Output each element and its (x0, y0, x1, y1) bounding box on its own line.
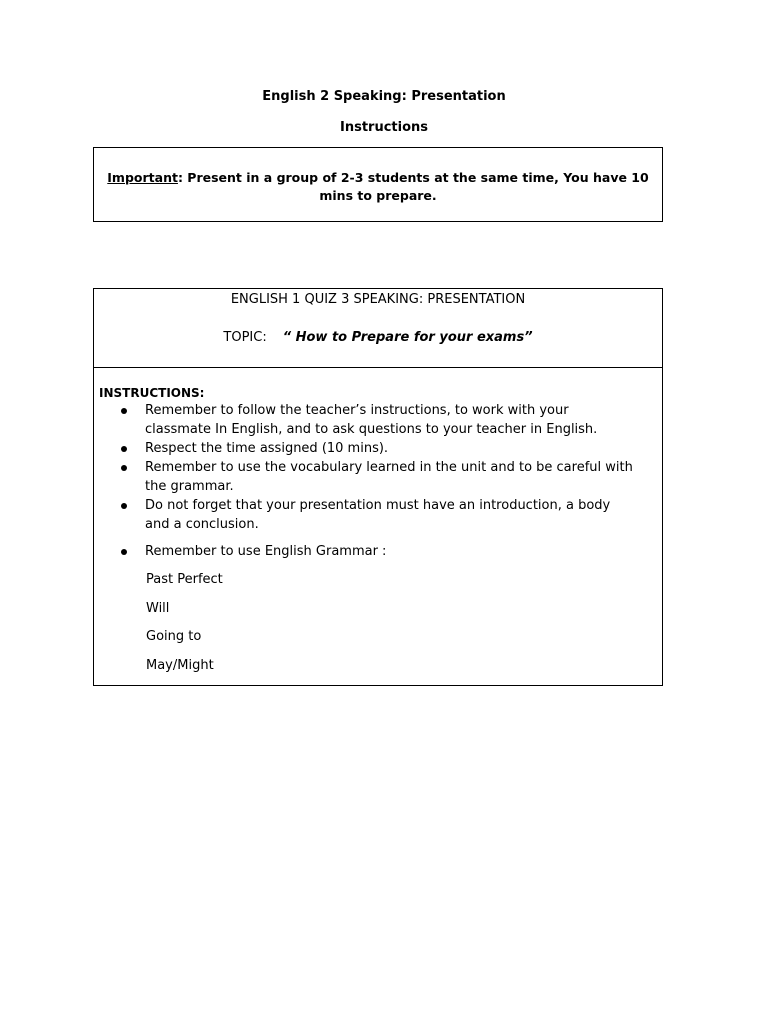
quiz-box (93, 288, 663, 686)
important-notice-box (93, 147, 663, 222)
grammar-item-going-to: Going to (146, 629, 202, 644)
quiz-header (94, 289, 662, 368)
document-subtitle: Instructions (339, 120, 428, 135)
list-item-text: Remember to follow the teacher’s instructions, to work with your classmate In English, and to ask questions to your teacher in English. (145, 403, 598, 437)
bullet-icon (121, 549, 127, 555)
document-title: English 2 Speaking: Presentation (262, 89, 506, 104)
list-item (94, 458, 662, 496)
grammar-bullet-text: Remember to use English Grammar : (145, 544, 387, 559)
list-item (94, 496, 662, 534)
instructions-heading: INSTRUCTIONS: (99, 386, 205, 400)
quiz-title: ENGLISH 1 QUIZ 3 SPEAKING: PRESENTATION (230, 292, 526, 307)
list-item (94, 439, 662, 458)
bullet-icon (121, 408, 127, 414)
list-item-text: Respect the time assigned (10 mins). (145, 441, 389, 456)
topic-value: “ How to Prepare for your exams” (282, 330, 533, 345)
grammar-item-may-might: May/Might (146, 658, 214, 673)
bullet-icon (121, 503, 127, 509)
grammar-item-past-perfect: Past Perfect (146, 572, 223, 587)
list-item (94, 542, 662, 561)
grammar-item-will: Will (146, 601, 170, 616)
topic-line (94, 330, 662, 345)
grammar-list (94, 542, 662, 561)
important-label: Important (107, 170, 178, 185)
topic-label: TOPIC: (223, 330, 267, 345)
list-item (94, 401, 662, 439)
important-notice-text (106, 169, 650, 205)
instructions-list (94, 401, 662, 534)
bullet-icon (121, 465, 127, 471)
list-item-text: Do not forget that your presentation must have an introduction, a body and a conclusion. (145, 498, 611, 532)
important-notice-body: : Present in a group of 2-3 students at the same time, You have 10 mins to prepare. (177, 170, 649, 203)
list-item-text: Remember to use the vocabulary learned in the unit and to be careful with the grammar. (145, 460, 633, 494)
bullet-icon (121, 446, 127, 452)
